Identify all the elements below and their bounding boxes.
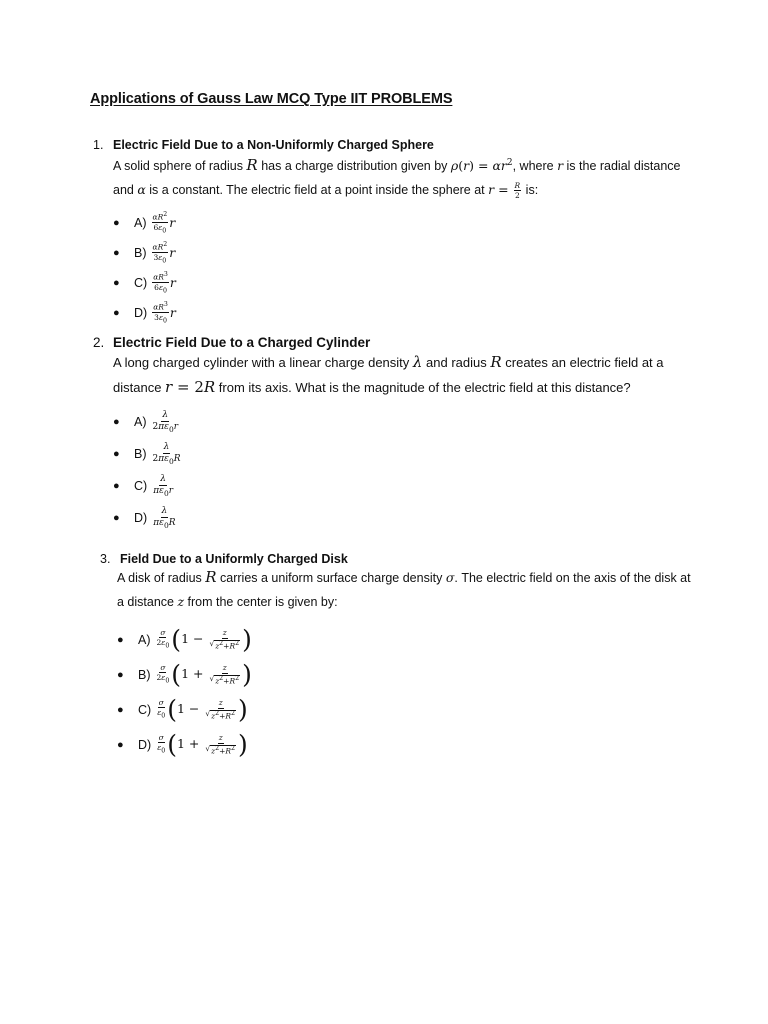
question-3-text: A disk of radius R carries a uniform surface charge density σ. The electric field on the axis of the disk at a distance z from the center is given by: (117, 568, 691, 609)
bullet-icon: ● (113, 307, 120, 320)
bullet-icon: ● (113, 277, 120, 290)
bullet-icon: ● (113, 247, 120, 260)
bullet-icon: ● (117, 703, 124, 716)
question-title: Electric Field Due to a Non-Uniformly Charged Sphere (113, 138, 434, 152)
bullet-icon: ● (113, 448, 120, 460)
option-b[interactable]: ● B) $\frac{\sigma}{2\varepsilon_0}$ (1 + z √ $z^2+R^2$ ) (117, 660, 252, 689)
option-d[interactable]: ● D) $\frac{\lambda}{\pi\varepsilon_0R}$ (113, 505, 176, 530)
option-c[interactable]: ● C) $\frac{\lambda}{\pi\varepsilon_0r}$ (113, 473, 174, 498)
question-2-options (113, 406, 693, 534)
question-2-text: A long charged cylinder with a linear charge density λ and radius R creates an electric field at a distance r = 2R from its axis. What is the magnitude of the electric field at this distance? (113, 353, 664, 396)
question-1-text: A solid sphere of radius R has a charge distribution given by $\rho(r) = \alpha r^2$, where r is the radial distance and α is a constant. The electric field at a point inside the sphere at r = $\frac{R}{2}$ is: (113, 156, 681, 201)
question-title: Field Due to a Uniformly Charged Disk (120, 552, 348, 566)
document-title: Applications of Gauss Law MCQ Type IIT PROBLEMS (90, 91, 453, 107)
option-a[interactable]: ● A) $\frac{\alpha R^2}{6\varepsilon_0}$ r (113, 210, 176, 235)
option-a[interactable]: ● A) $\frac{\lambda}{2\pi\varepsilon_0r}$ (113, 409, 179, 434)
bullet-icon: ● (113, 512, 120, 524)
question-1-header (93, 138, 693, 152)
question-3-options (117, 622, 700, 762)
question-number: 2. (93, 335, 105, 350)
question-2-header (93, 335, 693, 350)
bullet-icon: ● (113, 480, 120, 492)
option-b[interactable]: ● B) $\frac{\alpha R^2}{3\varepsilon_0}$ r (113, 240, 176, 265)
question-2 (93, 335, 693, 534)
bullet-icon: ● (113, 416, 120, 428)
option-c[interactable]: ● C) $\frac{\sigma}{\varepsilon_0}$ (1 − z √ $z^2+R^2$ ) (117, 695, 248, 724)
bullet-icon: ● (117, 668, 124, 681)
bullet-icon: ● (117, 633, 124, 646)
question-3 (100, 552, 700, 762)
option-a[interactable]: ● A) $\frac{\sigma}{2\varepsilon_0}$ (1 − z √ $z^2+R^2$ ) (117, 625, 252, 654)
question-3-header (100, 552, 700, 566)
question-title: Electric Field Due to a Charged Cylinder (113, 335, 371, 350)
bullet-icon: ● (117, 738, 124, 751)
option-d[interactable]: ● D) $\frac{\alpha R^3}{3\varepsilon_0}$ r (113, 300, 176, 325)
question-1 (93, 138, 693, 328)
question-number: 3. (100, 552, 111, 566)
option-b[interactable]: ● B) $\frac{\lambda}{2\pi\varepsilon_0R}$ (113, 441, 181, 466)
question-number: 1. (93, 138, 104, 152)
bullet-icon: ● (113, 217, 120, 230)
question-1-options (113, 208, 693, 328)
option-c[interactable]: ● C) $\frac{\alpha R^3}{6\varepsilon_0}$ r (113, 270, 176, 295)
option-d[interactable]: ● D) $\frac{\sigma}{\varepsilon_0}$ (1 + z √ $z^2+R^2$ ) (117, 730, 248, 759)
